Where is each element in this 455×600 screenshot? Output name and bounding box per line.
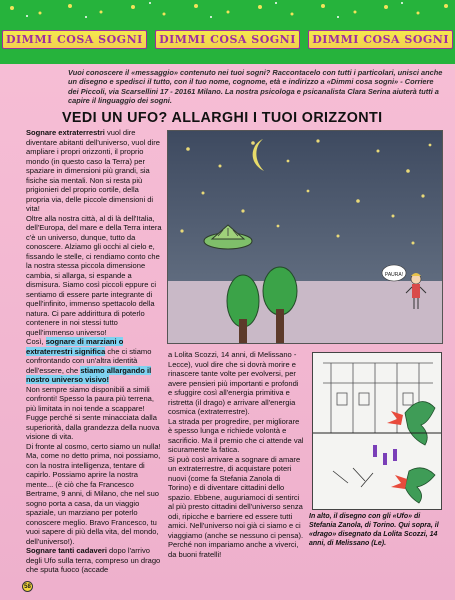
paragraph: Di fronte al cosmo, certo siamo un nulla! Ma, come no detto prima, noi possiamo, con la nostra intelligenza, tentare di capirlo. Possiamo aprire la nostra mente... (è ciò che fa Francesco Bertrame, 9 anni, di Milano, che nel suo sogno porta a casa, da un viaggio spaziale, un marziano per poterlo conoscere meglio. Bravo Francesco, tu vuoi sapere di più della vita, del mondo, dell'universo!). xyxy=(26,441,161,546)
paragraph-text: vuol dire diventare abitanti dell'universo, vuol dire ampliare i propri orizzonti, il proprio mondo (in questo caso la Terra) per spaziare in dimensioni più grandi, sia fisiche sia mentali. Non si resta più prigionieri del proprio cortile, della propria via, delle piccole dimensioni di vita! xyxy=(26,128,161,213)
star-dots-decoration xyxy=(0,0,455,20)
banner-title: DIMMI COSA SOGNI xyxy=(155,30,300,49)
paragraph: Oltre alla nostra città, al di là dell'Italia, dell'Europa, del mare e della Terra intera c'è un universo, dunque, tutto da conoscere. Alziamo gli occhi al cielo e, fissando le stelle, ci rendiamo conto che la nostra stessa piccola dimensione cambia, si allarga, si espande a dismisura. Siamo così piccoli eppure ci sentiamo di essere parte integrante di quell'infinito, immenso spettacolo della natura. Ci pare addirittura di poterlo contenere in noi stessi tutto quell'immenso universo! xyxy=(26,213,162,337)
banner-title: DIMMI COSA SOGNI xyxy=(308,30,453,49)
page-number: 58 xyxy=(22,581,33,592)
paragraph: La strada per progredire, per migliorare è spesso lunga e richiede volontà e sacrificio. Ma il premio che ci attende val sicuramente la fatica. xyxy=(168,416,304,454)
paragraph xyxy=(26,128,163,214)
intro-text: Vuoi conoscere il «messaggio» contenuto nei tuoi sogni? Raccontacelo con tutti i particolari, unisci anche un disegno e spedisci il tutto, con il tuo nome, cognome, età e indirizzo a «Dimmi cosa sogni» - Corriere dei Piccoli, via Scarsellini 17 - 20161 Milano. La nostra psicologa e psicanalista Clara Serina aiuterà tutti a capire il linguaggio dei sogni. xyxy=(68,68,443,105)
dragon-drawing-image xyxy=(312,352,442,510)
ufo-drawing-illustration xyxy=(168,131,443,344)
page-headline: VEDI UN UFO? ALLARGHI I TUOI ORIZZONTI xyxy=(62,110,383,126)
highlighted-text: sognare di marziani o extraterrestri significa xyxy=(26,337,124,356)
image-caption: In alto, il disegno con gli «Ufo» di Stefania Zanola, di Torino. Qui sopra, il «drago» disegnato da Lolita Scozzi, 14 anni, di Melissano (Le). xyxy=(309,513,439,547)
highlighted-text: stiamo allargando il nostro universo visivo! xyxy=(26,365,152,384)
paragraph: a Lolita Scozzi, 14 anni, di Melissano - Lecce), vuol dire che si dovrà morire e rinascere tante volte per evolversi, per avere pensieri più importanti e profondi e sfuggire così all'energia primitiva e ristretta (il drago) e arrivare all'energia cosmica (extraterrestre). xyxy=(168,350,299,416)
bold-lead: Sognare extraterrestri xyxy=(26,128,105,137)
banner-title: DIMMI COSA SOGNI xyxy=(2,30,147,49)
bold-lead: Sognare tanti cadaveri xyxy=(26,546,107,555)
paragraph-text: dopo l'arrivo degli Ufo sulla terra, compreso un drago che sputa fuoco (accade xyxy=(26,546,161,574)
paragraph-text: Così, xyxy=(26,337,46,346)
dragon-drawing-illustration xyxy=(313,353,442,510)
article-column-right xyxy=(168,350,304,559)
paragraph-text: che ci stiamo confrontando con un'altra identità dell'essere, che xyxy=(26,346,152,375)
article-column-left xyxy=(26,128,163,575)
ufo-drawing-image xyxy=(167,130,443,344)
speech-bubble-text: PAURA! xyxy=(384,272,404,278)
header-banner xyxy=(0,0,455,64)
banner-title-strip xyxy=(0,27,455,52)
paragraph: Non sempre siamo disponibili a simili confronti! Spesso la paura più terrena, più limitata in noi tende a scappare! Fugge perché si sente minacciata dalla superiorità, dalla grandezza della nuova visione di vita. xyxy=(26,384,160,441)
paragraph: Si può così arrivare a sognare di amare un extraterrestre, di acquistare poteri nuovi (come fa Stefania Zanola di Torino) e di diventare cittadini dello spazio. Ebbene, auguriamoci di sentirci al più presto cittadini dell'universo senza odi, ripicche e barriere ed essere tutti amici. Nell'universo noi già ci siamo e ci viaggiamo (anche se nessuno ci pensa). Perché non impariamo anche a viverci, da buoni fratelli! xyxy=(168,454,304,559)
paragraph xyxy=(26,546,163,575)
paragraph xyxy=(26,337,163,385)
